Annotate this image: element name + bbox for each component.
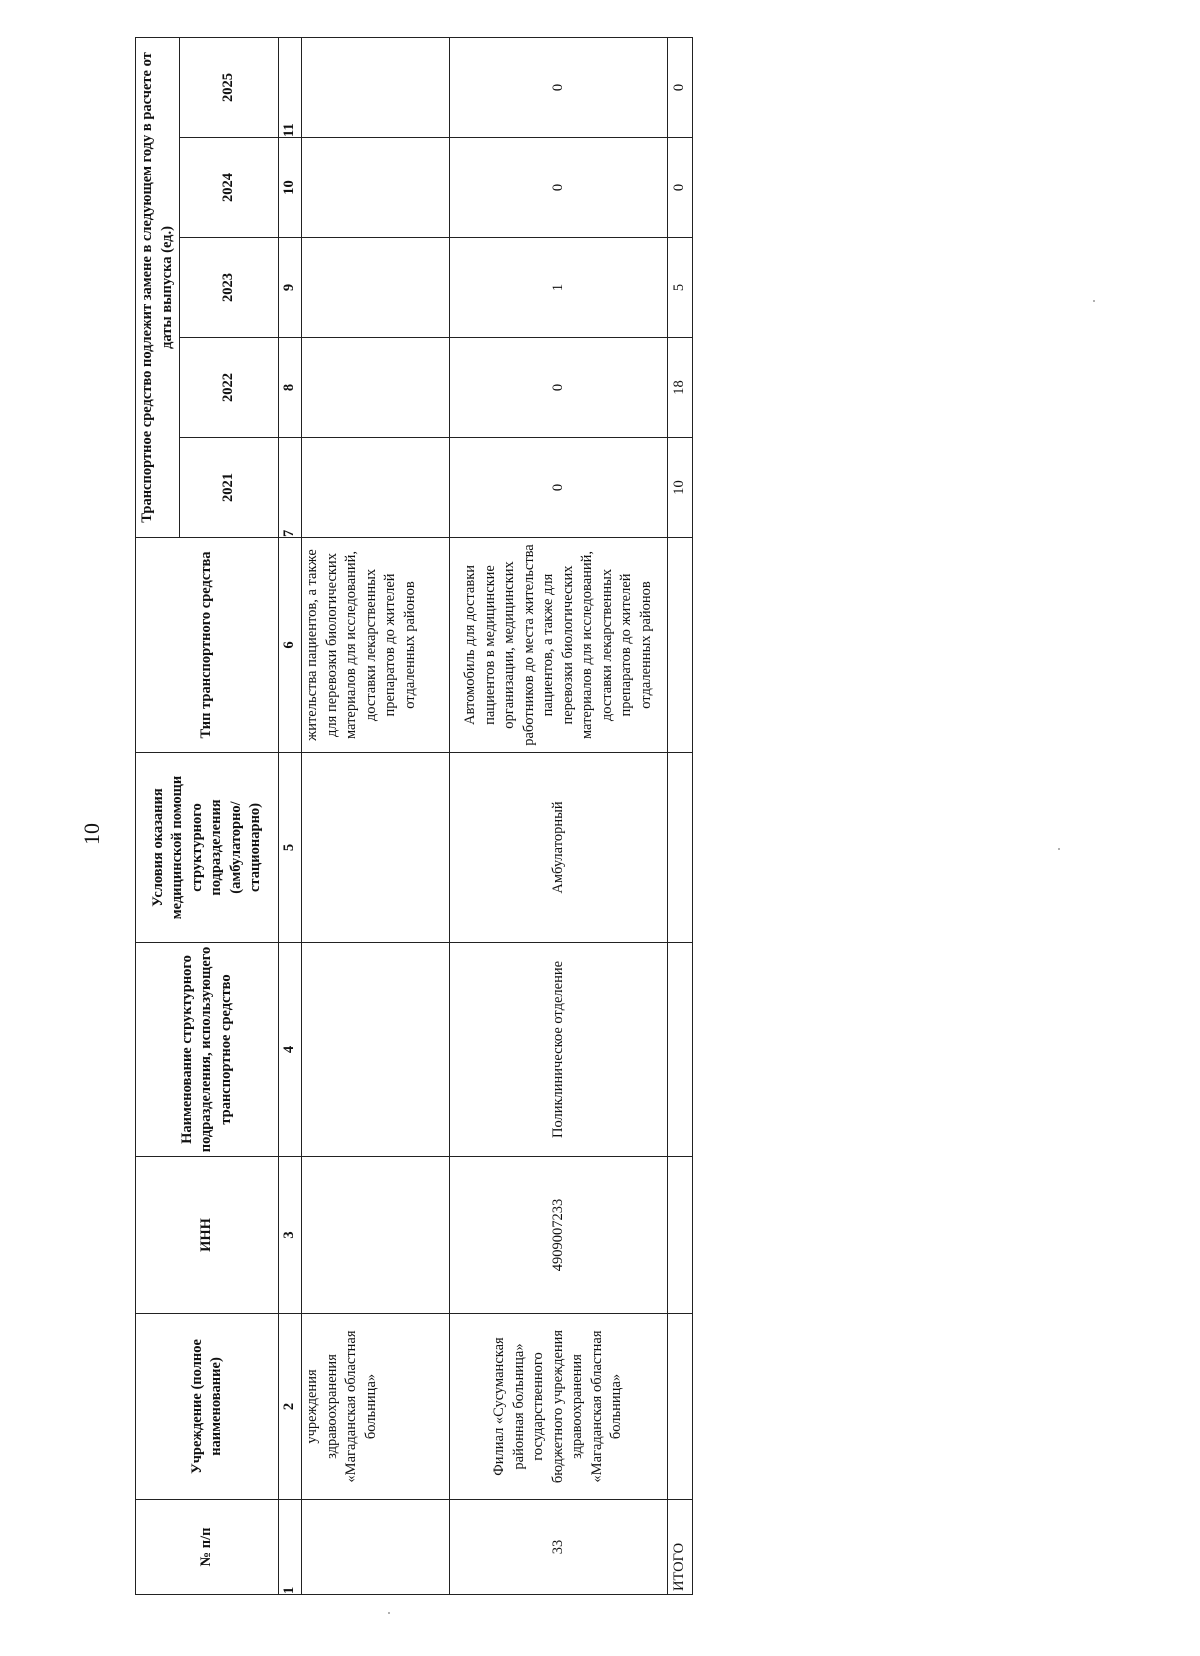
total-2021-cell: 10 — [668, 438, 693, 538]
conditions-cell: Амбулаторный — [450, 753, 668, 943]
total-2023-cell: 5 — [668, 238, 693, 338]
conditions-cell — [302, 753, 450, 943]
vehicle-type-cell: жительства пациентов, а также для перевозки биологических материалов для исследований, доставки лекарственных препаратов до жителей отдаленных районов — [302, 538, 450, 753]
total-row — [668, 37, 693, 1594]
header-replacement-group: Транспортное средство подлежит замене в следующем году в расчете от даты выпуска (ед.) — [136, 37, 180, 537]
column-number-10: 10 — [279, 138, 302, 238]
column-number-6: 6 — [279, 538, 302, 753]
header-year-2025: 2025 — [180, 37, 279, 137]
column-number-7: 7 — [279, 438, 302, 538]
total-empty-cell — [668, 753, 693, 943]
column-number-5: 5 — [279, 753, 302, 943]
value-2021-cell: 0 — [450, 438, 668, 538]
page-number: 10 — [79, 823, 104, 845]
column-number-3: 3 — [279, 1157, 302, 1314]
table-row — [302, 37, 450, 1594]
institution-cell: учреждения здравоохранения «Магаданская областная больница» — [302, 1314, 450, 1500]
scan-speck — [388, 1612, 390, 1614]
table-row — [450, 37, 668, 1594]
value-2022-cell — [302, 338, 450, 438]
column-number-8: 8 — [279, 338, 302, 438]
header-year-2024: 2024 — [180, 138, 279, 238]
column-number-1: 1 — [279, 1500, 302, 1595]
column-numbers-row — [279, 37, 302, 1594]
value-2022-cell: 0 — [450, 338, 668, 438]
table-container — [135, 38, 688, 1595]
value-2025-cell: 0 — [450, 37, 668, 137]
row-num-cell: 33 — [450, 1500, 668, 1595]
scan-speck — [1058, 848, 1060, 850]
column-number-4: 4 — [279, 943, 302, 1157]
header-year-2023: 2023 — [180, 238, 279, 338]
header-year-2022: 2022 — [180, 338, 279, 438]
value-2023-cell — [302, 238, 450, 338]
value-2025-cell — [302, 37, 450, 137]
column-number-2: 2 — [279, 1314, 302, 1500]
value-2024-cell: 0 — [450, 138, 668, 238]
inn-cell: 4909007233 — [450, 1157, 668, 1314]
column-number-9: 9 — [279, 238, 302, 338]
header-year-2021: 2021 — [180, 438, 279, 538]
total-2024-cell: 0 — [668, 138, 693, 238]
total-2022-cell: 18 — [668, 338, 693, 438]
vehicle-type-cell: Автомобиль для доставки пациентов в медицинские организации, медицинских работников до места жительства пациентов, а также для перевозки биологических материалов для исследований, доставки лекарственных препаратов до жителей отдаленных районов — [450, 538, 668, 753]
header-vehicle-type: Тип транспортного средства — [136, 538, 279, 753]
scan-speck — [1093, 300, 1095, 302]
total-empty-cell — [668, 1157, 693, 1314]
total-empty-cell — [668, 943, 693, 1157]
institution-cell: Филиал «Сусуманская районная больница» государственного бюджетного учреждения здравоохранения «Магаданская областная больница» — [450, 1314, 668, 1500]
value-2023-cell: 1 — [450, 238, 668, 338]
value-2021-cell — [302, 438, 450, 538]
header-inn: ИНН — [136, 1157, 279, 1314]
header-num: № п/п — [136, 1500, 279, 1595]
total-label: ИТОГО — [668, 1500, 693, 1595]
total-empty-cell — [668, 538, 693, 753]
header-conditions: Условия оказания медицинской помощи структурного подразделения (амбулаторно/ стационарно) — [136, 753, 279, 943]
column-number-11: 11 — [279, 37, 302, 137]
subdivision-cell — [302, 943, 450, 1157]
header-institution: Учреждение (полное наименование) — [136, 1314, 279, 1500]
subdivision-cell: Поликлиническое отделение — [450, 943, 668, 1157]
total-2025-cell: 0 — [668, 37, 693, 137]
row-num-cell — [302, 1500, 450, 1595]
header-row-1 — [136, 37, 180, 1594]
rotated-table-frame — [135, 38, 688, 1595]
value-2024-cell — [302, 138, 450, 238]
vehicle-replacement-table — [135, 37, 693, 1595]
header-subdivision: Наименование структурного подразделения, использующего транспортное средство — [136, 943, 279, 1157]
total-empty-cell — [668, 1314, 693, 1500]
inn-cell — [302, 1157, 450, 1314]
